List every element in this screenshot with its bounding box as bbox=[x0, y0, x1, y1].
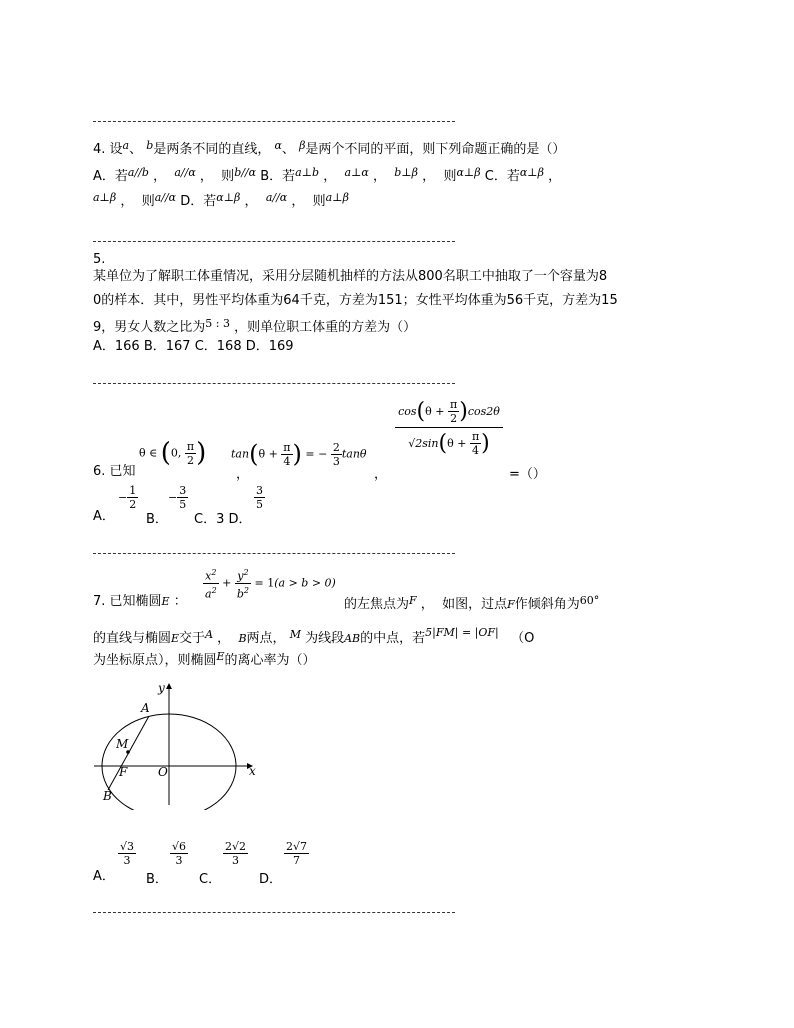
q5-options: A．166 B．167 C．168 D．169 bbox=[93, 339, 294, 354]
q6-tan-equation: tan(θ + $\frac{\pi}{4}$ ) = − $\frac{2}{3}$ tanθ bbox=[231, 440, 367, 468]
separator-5 bbox=[93, 912, 455, 913]
q6-theta-interval: θ ∈ (0, $\frac{\pi}{2}$ ) bbox=[139, 438, 207, 468]
q4-line1: 4. 设$^a$、 $^b$是两条不同的直线， $^\alpha$、 $^\beta$是两个不同的平面，则下列命题正确的是（） bbox=[93, 139, 566, 157]
label-b: B bbox=[103, 789, 112, 803]
q7-line1-tail: 的左焦点为$^F$ ， 如图，过点F作倾斜角为$^{60^\circ}$ bbox=[344, 594, 600, 612]
q7-line3: 为坐标原点），则椭圆$^E$的离心率为（） bbox=[93, 650, 316, 668]
ellipse-figure bbox=[92, 680, 272, 810]
separator-2 bbox=[93, 241, 455, 242]
q6-comma1: ， bbox=[236, 467, 250, 482]
q6-lead: 6. 已知 bbox=[93, 464, 136, 479]
q5-number: 5. bbox=[93, 252, 106, 267]
label-f: F bbox=[119, 765, 128, 779]
q4-line3: $^{a\perp\beta}$ ， 则$^{a//\alpha}$ D．若$^{\alpha\perp\beta}$ ， $^{a//\alpha}$ ， 则$^{a\perp\beta}$ bbox=[93, 191, 349, 209]
label-y: y bbox=[158, 681, 165, 695]
q5-line3: 9，男女人数之比为$^{5 : 3}$ ，则单位职工体重的方差为（） bbox=[93, 317, 417, 335]
q5-line1: 某单位为了解职工体重情况，采用分层随机抽样的方法从800名职工中抽取了一个容量为8 bbox=[93, 269, 608, 284]
q6-option-cd: C．3 D． bbox=[194, 512, 252, 527]
label-m: M bbox=[116, 737, 129, 751]
q6-option-b: B． bbox=[146, 512, 168, 527]
q7-option-b-label: B． bbox=[146, 872, 168, 887]
q7-option-d-label: D． bbox=[259, 872, 283, 887]
label-a: A bbox=[141, 701, 150, 715]
label-o: O bbox=[158, 765, 168, 779]
separator-1 bbox=[93, 121, 455, 122]
q7-line1: 7. 已知椭圆E ： bbox=[93, 594, 187, 609]
q7-option-d-value: $\frac{2√7}{7}$ bbox=[286, 840, 308, 867]
q7-ellipse-equation: $\frac{x^2}{a^2}$ + $\frac{y^2}{b^2}$ = 1(a > b > 0) bbox=[205, 568, 336, 601]
separator-3 bbox=[93, 383, 455, 384]
q7-option-b-value: $\frac{√6}{3}$ bbox=[172, 840, 187, 867]
q7-option-a-value: $\frac{√3}{3}$ bbox=[120, 840, 135, 867]
q7-line2: 的直线与椭圆E交于$^A$ ， B两点， $^M$ 为线段AB的中点，若$^{5|FM| = |OF|}$ （O bbox=[93, 626, 535, 646]
label-x: x bbox=[249, 764, 256, 778]
q6-big-fraction: cos(θ + $\frac{\pi}{2}$ )cos2θ √2sin(θ + $\frac{\pi}{4}$ ) bbox=[395, 398, 503, 457]
q7-option-c-label: C． bbox=[199, 872, 222, 887]
q4-line2: A．若$^{a//b}$ ， $^{a//\alpha}$ ， 则$^{b//\alpha}$ B．若$^{a\perp b}$ ， $^{a\perp\alpha}$ ， $^{b\perp\beta}$ ， 则$^{\alpha\perp\beta}$ C．若$^{\alpha\perp\beta}$ ， bbox=[93, 166, 562, 184]
q6-options: A． bbox=[93, 509, 115, 524]
q6-option-a-value: − $\frac{1}{2}$ bbox=[118, 484, 137, 511]
q5-line2: 0的样本．其中，男性平均体重为64千克，方差为151；女性平均体重为56千克，方差为15 bbox=[93, 293, 618, 308]
q6-option-d-value: $\frac{3}{5}$ bbox=[256, 484, 263, 511]
q7-option-c-value: $\frac{2√2}{3}$ bbox=[225, 840, 247, 867]
q6-option-b-value: − $\frac{3}{5}$ bbox=[168, 484, 187, 511]
q6-comma2: ， bbox=[374, 467, 388, 482]
q7-option-a-label: A． bbox=[93, 869, 115, 884]
separator-4 bbox=[93, 553, 455, 554]
q6-result: =（） bbox=[509, 467, 546, 482]
